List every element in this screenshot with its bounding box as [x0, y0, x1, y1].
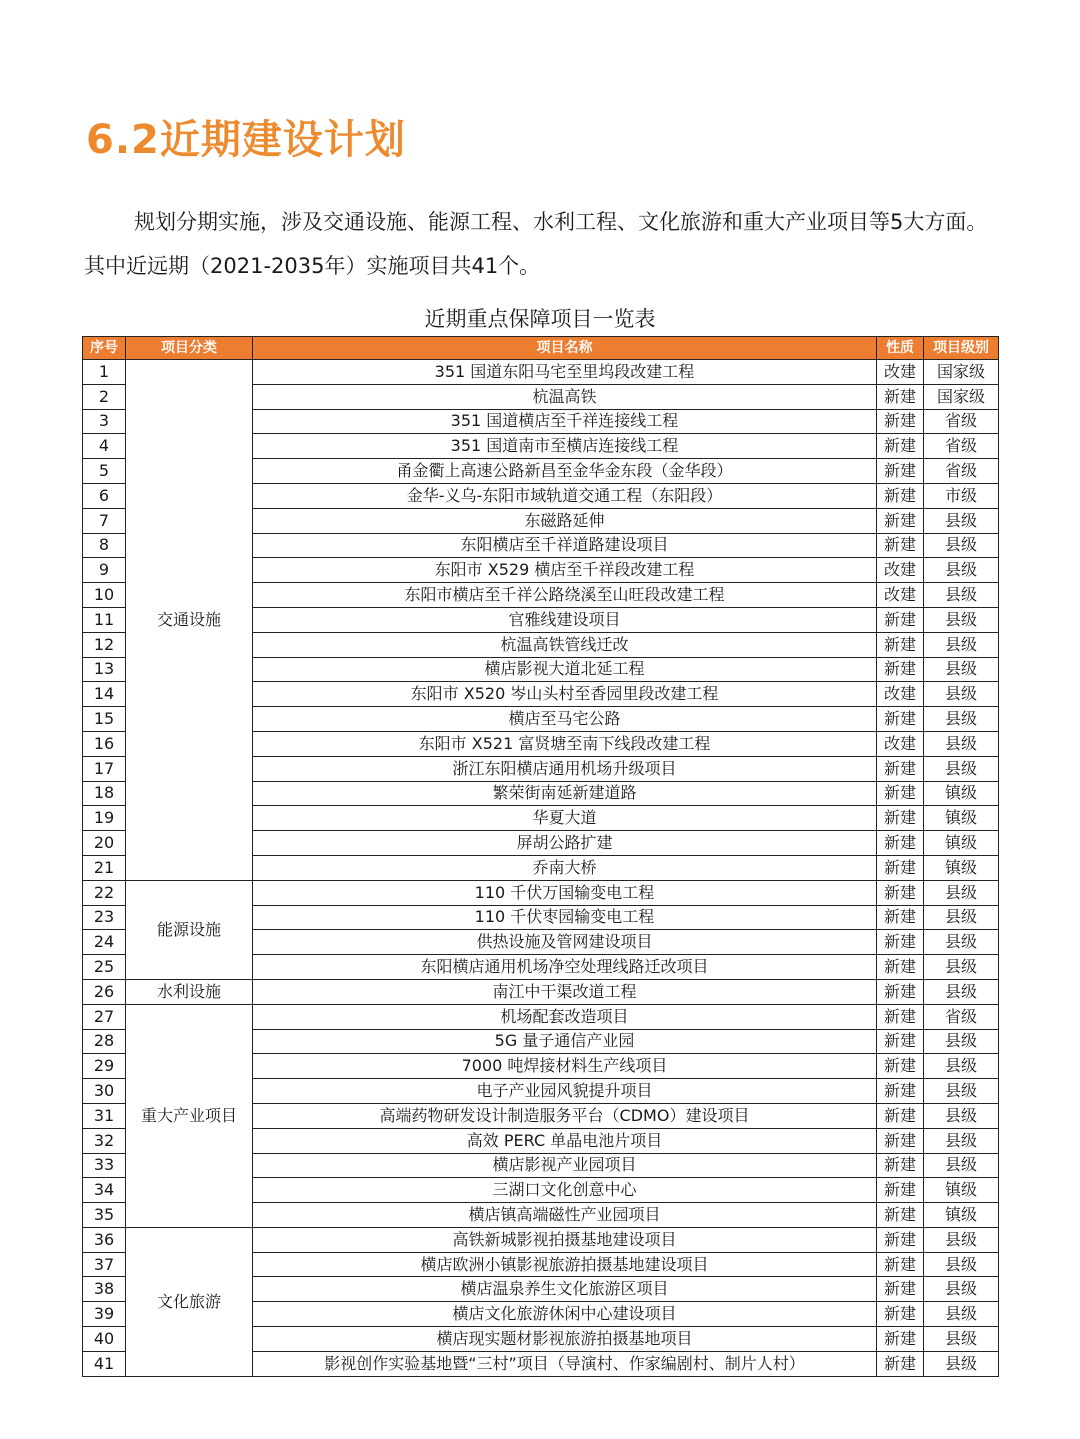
row-number: 29 — [83, 1054, 126, 1079]
project-nature: 新建 — [877, 657, 924, 682]
project-level: 国家级 — [924, 384, 999, 409]
project-nature: 新建 — [877, 384, 924, 409]
project-level: 县级 — [924, 583, 999, 608]
project-name: 东阳市 X520 岑山头村至香园里段改建工程 — [253, 682, 877, 707]
project-name: 351 国道横店至千祥连接线工程 — [253, 409, 877, 434]
header-name: 项目名称 — [253, 337, 877, 360]
row-number: 1 — [83, 360, 126, 385]
row-number: 32 — [83, 1128, 126, 1153]
row-number: 6 — [83, 483, 126, 508]
header-no: 序号 — [83, 337, 126, 360]
row-number: 41 — [83, 1351, 126, 1376]
project-level: 县级 — [924, 1252, 999, 1277]
project-nature: 改建 — [877, 558, 924, 583]
project-level: 镇级 — [924, 1178, 999, 1203]
project-level: 县级 — [924, 707, 999, 732]
project-level: 县级 — [924, 731, 999, 756]
row-number: 37 — [83, 1252, 126, 1277]
row-number: 24 — [83, 930, 126, 955]
project-name: 浙江东阳横店通用机场升级项目 — [253, 756, 877, 781]
project-level: 县级 — [924, 508, 999, 533]
project-nature: 新建 — [877, 1203, 924, 1228]
project-level: 县级 — [924, 558, 999, 583]
header-category: 项目分类 — [126, 337, 253, 360]
project-name: 横店文化旅游休闲中心建设项目 — [253, 1302, 877, 1327]
project-nature: 新建 — [877, 1178, 924, 1203]
project-level: 县级 — [924, 607, 999, 632]
row-number: 4 — [83, 434, 126, 459]
table-caption: 近期重点保障项目一览表 — [424, 307, 656, 331]
project-level: 县级 — [924, 1302, 999, 1327]
project-name: 横店现实题材影视旅游拍摄基地项目 — [253, 1327, 877, 1352]
project-name: 供热设施及管网建设项目 — [253, 930, 877, 955]
project-level: 县级 — [924, 1153, 999, 1178]
project-nature: 新建 — [877, 831, 924, 856]
project-nature: 新建 — [877, 930, 924, 955]
project-name: 东阳市横店至千祥公路绕溪至山旺段改建工程 — [253, 583, 877, 608]
project-level: 县级 — [924, 880, 999, 905]
row-number: 9 — [83, 558, 126, 583]
row-number: 5 — [83, 459, 126, 484]
row-number: 23 — [83, 905, 126, 930]
project-name: 官雅线建设项目 — [253, 607, 877, 632]
project-level: 县级 — [924, 657, 999, 682]
project-nature: 新建 — [877, 1029, 924, 1054]
category-cell: 重大产业项目 — [126, 1004, 253, 1227]
project-nature: 新建 — [877, 1153, 924, 1178]
project-level: 县级 — [924, 930, 999, 955]
project-level: 县级 — [924, 1079, 999, 1104]
row-number: 25 — [83, 955, 126, 980]
project-level: 县级 — [924, 1327, 999, 1352]
category-cell: 能源设施 — [126, 880, 253, 979]
project-nature: 新建 — [877, 1277, 924, 1302]
project-level: 县级 — [924, 955, 999, 980]
row-number: 27 — [83, 1004, 126, 1029]
row-number: 16 — [83, 731, 126, 756]
row-number: 31 — [83, 1103, 126, 1128]
project-nature: 新建 — [877, 1079, 924, 1104]
project-name: 甬金衢上高速公路新昌至金华金东段（金华段） — [253, 459, 877, 484]
row-number: 7 — [83, 508, 126, 533]
project-level: 县级 — [924, 1277, 999, 1302]
row-number: 3 — [83, 409, 126, 434]
project-name: 东阳横店至千祥道路建设项目 — [253, 533, 877, 558]
project-level: 国家级 — [924, 360, 999, 385]
header-nature: 性质 — [877, 337, 924, 360]
project-level: 镇级 — [924, 806, 999, 831]
row-number: 18 — [83, 781, 126, 806]
project-nature: 新建 — [877, 632, 924, 657]
project-nature: 新建 — [877, 1004, 924, 1029]
project-nature: 新建 — [877, 806, 924, 831]
project-name: 高端药物研发设计制造服务平台（CDMO）建设项目 — [253, 1103, 877, 1128]
project-level: 县级 — [924, 682, 999, 707]
project-level: 县级 — [924, 1029, 999, 1054]
row-number: 39 — [83, 1302, 126, 1327]
project-level: 县级 — [924, 1351, 999, 1376]
project-level: 省级 — [924, 459, 999, 484]
project-name: 高铁新城影视拍摄基地建设项目 — [253, 1227, 877, 1252]
project-name: 繁荣街南延新建道路 — [253, 781, 877, 806]
project-name: 影视创作实验基地暨“三村”项目（导演村、作家编剧村、制片人村） — [253, 1351, 877, 1376]
project-name: 横店欧洲小镇影视旅游拍摄基地建设项目 — [253, 1252, 877, 1277]
project-nature: 新建 — [877, 1227, 924, 1252]
project-name: 华夏大道 — [253, 806, 877, 831]
project-level: 镇级 — [924, 855, 999, 880]
project-level: 县级 — [924, 905, 999, 930]
project-name: 杭温高铁管线迁改 — [253, 632, 877, 657]
project-name: 110 千伏枣园输变电工程 — [253, 905, 877, 930]
row-number: 10 — [83, 583, 126, 608]
row-number: 13 — [83, 657, 126, 682]
project-nature: 新建 — [877, 979, 924, 1004]
project-nature: 改建 — [877, 731, 924, 756]
project-name: 东阳市 X521 富贤塘至南下线段改建工程 — [253, 731, 877, 756]
project-nature: 新建 — [877, 459, 924, 484]
table-row — [83, 1227, 999, 1252]
project-nature: 新建 — [877, 409, 924, 434]
project-name: 乔南大桥 — [253, 855, 877, 880]
row-number: 17 — [83, 756, 126, 781]
project-nature: 新建 — [877, 1128, 924, 1153]
project-nature: 新建 — [877, 1103, 924, 1128]
project-name: 横店镇高端磁性产业园项目 — [253, 1203, 877, 1228]
table-row — [83, 360, 999, 385]
project-level: 县级 — [924, 533, 999, 558]
row-number: 19 — [83, 806, 126, 831]
project-nature: 新建 — [877, 1327, 924, 1352]
intro-paragraph — [84, 200, 1000, 288]
project-nature: 新建 — [877, 1252, 924, 1277]
project-name: 110 千伏万国输变电工程 — [253, 880, 877, 905]
project-name: 南江中干渠改道工程 — [253, 979, 877, 1004]
row-number: 21 — [83, 855, 126, 880]
project-level: 县级 — [924, 632, 999, 657]
project-name: 5G 量子通信产业园 — [253, 1029, 877, 1054]
row-number: 22 — [83, 880, 126, 905]
row-number: 35 — [83, 1203, 126, 1228]
row-number: 36 — [83, 1227, 126, 1252]
row-number: 8 — [83, 533, 126, 558]
intro-text: 规划分期实施，涉及交通设施、能源工程、水利工程、文化旅游和重大产业项目等5大方面。其中近远期（2021-2035年）实施项目共41个。 — [84, 210, 988, 278]
project-name: 横店温泉养生文化旅游区项目 — [253, 1277, 877, 1302]
project-level: 县级 — [924, 1103, 999, 1128]
project-level: 省级 — [924, 1004, 999, 1029]
project-level: 省级 — [924, 409, 999, 434]
project-name: 7000 吨焊接材料生产线项目 — [253, 1054, 877, 1079]
project-name: 横店影视大道北延工程 — [253, 657, 877, 682]
row-number: 11 — [83, 607, 126, 632]
header-level: 项目级别 — [924, 337, 999, 360]
row-number: 12 — [83, 632, 126, 657]
category-cell: 水利设施 — [126, 979, 253, 1004]
project-nature: 改建 — [877, 583, 924, 608]
row-number: 34 — [83, 1178, 126, 1203]
row-number: 15 — [83, 707, 126, 732]
section-heading: 6.2近期建设计划 — [86, 117, 406, 163]
category-cell: 交通设施 — [126, 360, 253, 881]
project-level: 县级 — [924, 979, 999, 1004]
project-nature: 改建 — [877, 682, 924, 707]
project-level: 县级 — [924, 1227, 999, 1252]
project-level: 县级 — [924, 756, 999, 781]
project-nature: 新建 — [877, 533, 924, 558]
project-nature: 新建 — [877, 781, 924, 806]
project-name: 高效 PERC 单晶电池片项目 — [253, 1128, 877, 1153]
project-nature: 新建 — [877, 756, 924, 781]
project-nature: 新建 — [877, 855, 924, 880]
category-cell: 文化旅游 — [126, 1227, 253, 1376]
project-name: 横店影视产业园项目 — [253, 1153, 877, 1178]
project-nature: 新建 — [877, 707, 924, 732]
table-row — [83, 979, 999, 1004]
row-number: 40 — [83, 1327, 126, 1352]
row-number: 30 — [83, 1079, 126, 1104]
table-row — [83, 1004, 999, 1029]
project-name: 横店至马宅公路 — [253, 707, 877, 732]
project-nature: 改建 — [877, 360, 924, 385]
project-table — [82, 336, 999, 1377]
row-number: 28 — [83, 1029, 126, 1054]
project-nature: 新建 — [877, 955, 924, 980]
project-nature: 新建 — [877, 905, 924, 930]
project-name: 杭温高铁 — [253, 384, 877, 409]
row-number: 14 — [83, 682, 126, 707]
row-number: 20 — [83, 831, 126, 856]
project-nature: 新建 — [877, 1302, 924, 1327]
table-row — [83, 880, 999, 905]
project-level: 省级 — [924, 434, 999, 459]
project-level: 镇级 — [924, 1203, 999, 1228]
project-name: 东阳横店通用机场净空处理线路迁改项目 — [253, 955, 877, 980]
project-name: 东磁路延伸 — [253, 508, 877, 533]
table-body — [83, 360, 999, 1377]
project-nature: 新建 — [877, 607, 924, 632]
table-header-row — [83, 337, 999, 360]
project-name: 东阳市 X529 横店至千祥段改建工程 — [253, 558, 877, 583]
row-number: 26 — [83, 979, 126, 1004]
project-name: 351 国道东阳马宅至里坞段改建工程 — [253, 360, 877, 385]
project-nature: 新建 — [877, 880, 924, 905]
project-nature: 新建 — [877, 1054, 924, 1079]
project-level: 镇级 — [924, 781, 999, 806]
project-nature: 新建 — [877, 1351, 924, 1376]
project-nature: 新建 — [877, 508, 924, 533]
row-number: 2 — [83, 384, 126, 409]
project-level: 县级 — [924, 1054, 999, 1079]
project-name: 351 国道南市至横店连接线工程 — [253, 434, 877, 459]
project-nature: 新建 — [877, 483, 924, 508]
project-name: 金华-义乌-东阳市域轨道交通工程（东阳段） — [253, 483, 877, 508]
project-name: 机场配套改造项目 — [253, 1004, 877, 1029]
row-number: 33 — [83, 1153, 126, 1178]
project-level: 镇级 — [924, 831, 999, 856]
project-nature: 新建 — [877, 434, 924, 459]
project-name: 三湖口文化创意中心 — [253, 1178, 877, 1203]
project-name: 屏胡公路扩建 — [253, 831, 877, 856]
project-name: 电子产业园风貌提升项目 — [253, 1079, 877, 1104]
project-level: 市级 — [924, 483, 999, 508]
row-number: 38 — [83, 1277, 126, 1302]
project-level: 县级 — [924, 1128, 999, 1153]
